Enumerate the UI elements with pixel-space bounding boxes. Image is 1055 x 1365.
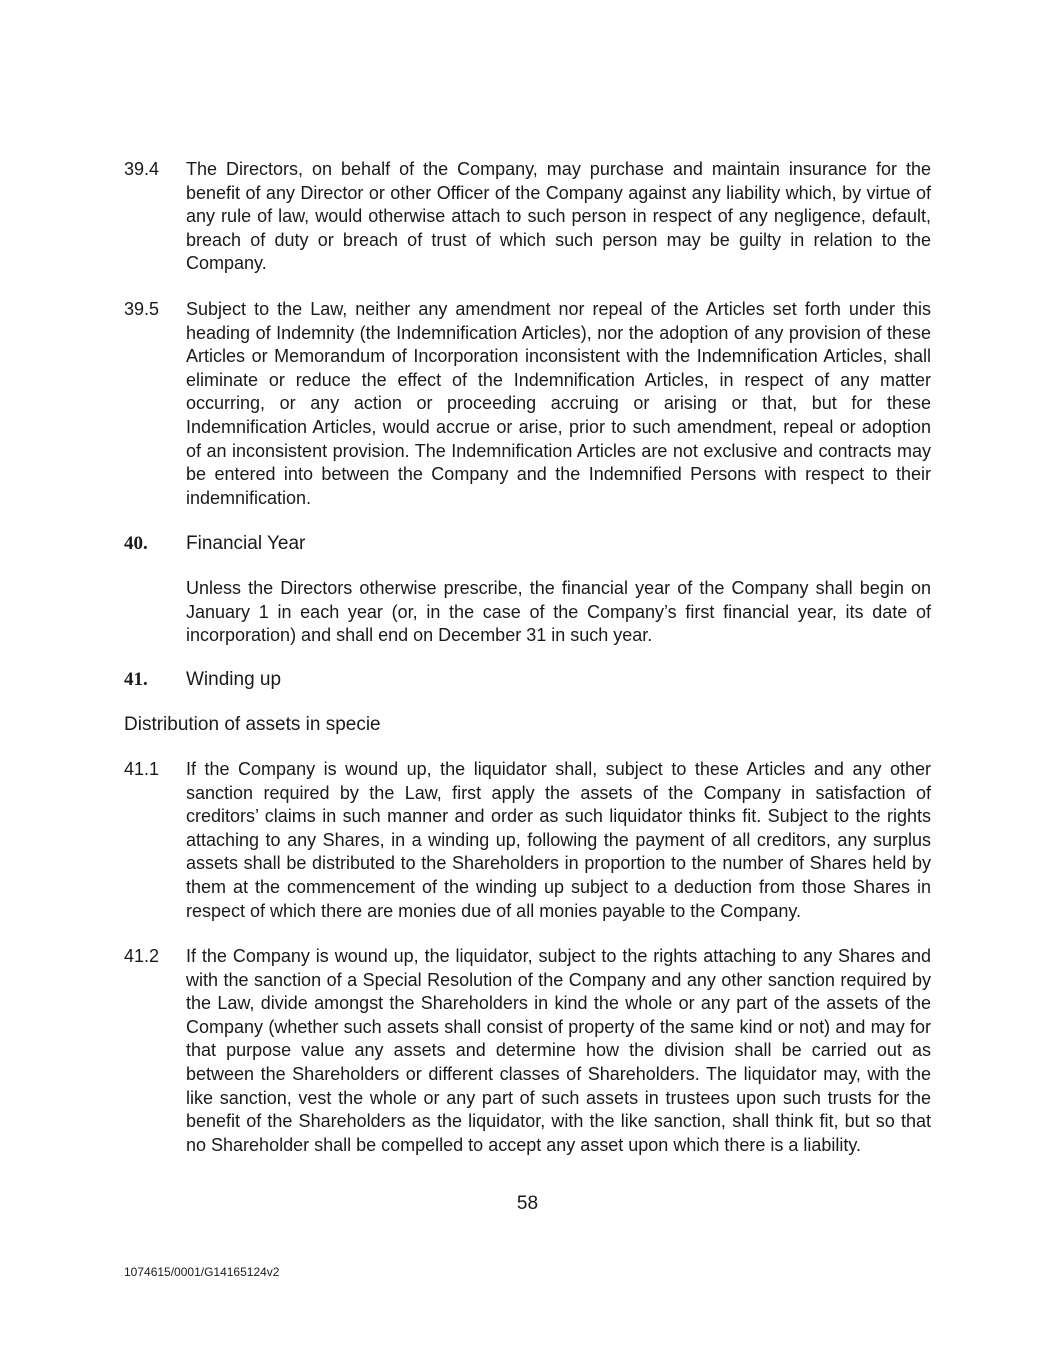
clause-text: The Directors, on behalf of the Company, may purchase and maintain insurance for the benefit of any Director or other Officer of the Company against any liability which, by virtue of any rule of law, would otherwise attach to such person in respect of any negligence, default, breach of duty or breach of trust of which such person may be guilty in relation to the Company. [186, 159, 931, 274]
clause-39-5 [124, 298, 931, 510]
section-heading-41 [124, 667, 931, 693]
clause-41-1 [124, 758, 931, 923]
section-title: Financial Year [186, 533, 306, 554]
clause-number: 39.4 [124, 159, 160, 179]
section-title: Winding up [186, 669, 282, 690]
clause-number: 39.5 [124, 299, 160, 319]
clause-text: If the Company is wound up, the liquidator shall, subject to these Articles and any other sanction required by the Law, first apply the assets of the Company in satisfaction of creditors’ claims in such manner and order as such liquidator thinks fit. Subject to the rights attaching to any Shares, in a winding up, following the payment of all creditors, any surplus assets shall be distributed to the Shareholders in proportion to the number of Shares held by them at the commencement of the winding up subject to a deduction from those Shares in respect of which there are monies due of all monies payable to the Company. [186, 759, 931, 921]
clause-39-4 [124, 158, 931, 276]
clause-text: Subject to the Law, neither any amendment nor repeal of the Articles set forth under this heading of Indemnity (the Indemnification Articles), nor the adoption of any provision of these Articles or Memorandum of Incorporation inconsistent with the Indemnification Articles, shall eliminate or reduce the effect of the Indemnification Articles, in respect of any matter occurring, or any action or proceeding accruing or arising or that, but for these Indemnification Articles, would accrue or arise, prior to such amendment, repeal or adoption of an inconsistent provision. The Indemnification Articles are not exclusive and contracts may be entered into between the Company and the Indemnified Persons with respect to their indemnification. [186, 299, 931, 508]
subheading-distribution: Distribution of assets in specie [124, 714, 381, 735]
clause-41-2 [124, 945, 931, 1157]
section-number: 41. [124, 669, 148, 690]
financial-year-paragraph: Unless the Directors otherwise prescribe, the financial year of the Company shall begin on January 1 in each year (or, in the case of the Company’s first financial year, its date of incorporation) and shall end on December 31 in such year. [186, 578, 931, 646]
clause-number: 41.1 [124, 759, 160, 779]
clause-number: 41.2 [124, 946, 160, 966]
page-number: 58 [516, 1193, 539, 1214]
clause-text: If the Company is wound up, the liquidator, subject to the rights attaching to any Shares and with the sanction of a Special Resolution of the Company and any other sanction required by the Law, divide amongst the Shareholders in kind the whole or any part of the assets of the Company (whether such assets shall consist of property of the same kind or not) and may for that purpose value any assets and determine how the division shall be carried out as between the Shareholders or different classes of Shareholders. The liquidator may, with the like sanction, vest the whole or any part of such assets in trustees upon such trusts for the benefit of the Shareholders as the liquidator, with the like sanction, shall think fit, but so that no Shareholder shall be compelled to accept any asset upon which there is a liability. [186, 946, 931, 1155]
section-number: 40. [124, 533, 148, 554]
section-heading-40 [124, 531, 931, 557]
document-reference: 1074615/0001/G14165124v2 [124, 1265, 280, 1279]
